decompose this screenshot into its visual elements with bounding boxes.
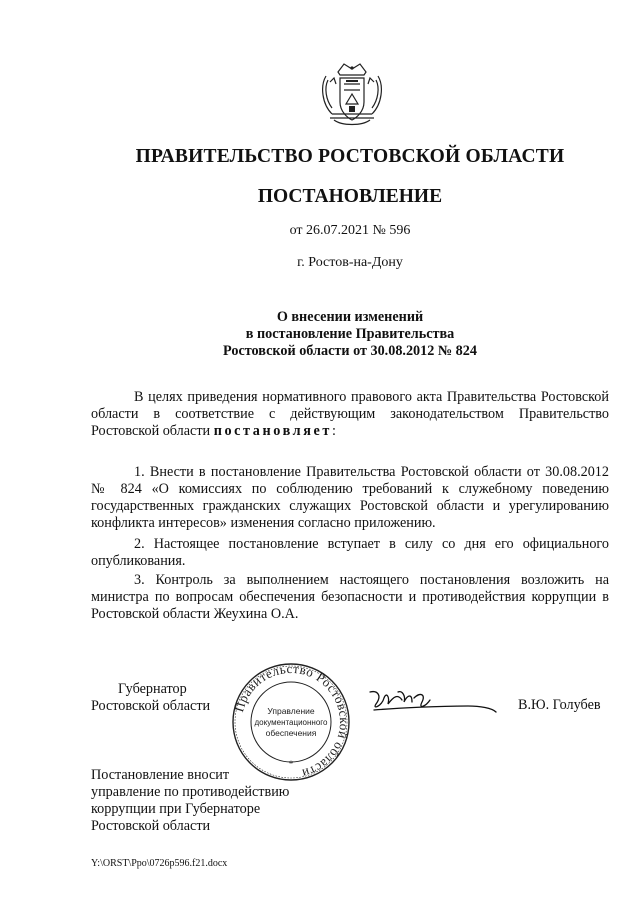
seal-inner-line: документационного [254,718,328,727]
signatory-title-line: Губернатор [118,681,187,697]
item-paragraph: 1. Внести в постановление Правительства Ростовской области от 30.08.2012 № 824 «О комиссиях по соблюдению требований к служебному поведению государственных гражданских служащих Ростовской области и урегулированию конфликта интересов» изменения согласно приложению. [91,464,609,531]
preamble-end: : [331,423,336,439]
date-and-number: от 26.07.2021 № 596 [289,223,411,238]
coat-of-arms-icon [316,58,388,130]
document-subject [0,309,640,360]
document-type-title: ПОСТАНОВЛЕНИЕ [257,186,443,207]
seal-inner-line: обеспечения [265,728,317,738]
signatory-title-line: Ростовской области [91,698,211,714]
note-line: управление по противодействию [91,784,290,800]
official-seal [230,661,352,783]
svg-text:*: * [288,759,294,769]
signatory-name: В.Ю. Голубев [518,697,601,713]
seal-outer-text: Правительство Ростовской области [231,661,352,782]
item-paragraph: 2. Настоящее постановление вступает в силу со дня его официального опубликования. [91,536,609,569]
preamble-paragraph [91,389,609,440]
seal-inner-line: Управление [267,706,315,716]
note-line: коррупции при Губернаторе [91,801,261,817]
subject-line: в постановление Правительства [245,326,455,342]
submitted-by-note [91,767,289,835]
signatory-title [91,681,210,715]
note-line: Ростовской области [91,818,211,834]
subject-line: О внесении изменений [276,309,424,325]
subject-line: Ростовской области от 30.08.2012 № 824 [223,343,477,359]
item-paragraph: 3. Контроль за выполнением настоящего постановления возложить на министра по вопросам обеспечения безопасности и противодействия коррупции в Ростовской области Жеухина О.А. [91,572,609,622]
government-name: ПРАВИТЕЛЬСТВО РОСТОВСКОЙ ОБЛАСТИ [135,146,565,167]
handwritten-signature [368,684,498,724]
resolve-word: постановляет [213,423,332,439]
file-path: Y:\ORST\Ppo\0726p596.f21.docx [91,858,228,869]
note-line: Постановление вносит [91,767,230,783]
preamble-text: В целях приведения нормативного правового акта Правительства Ростовской области в соответствие с действующим законодательством Правительство Ростовской области [91,389,609,439]
city: г. Ростов-на-Дону [297,255,403,270]
